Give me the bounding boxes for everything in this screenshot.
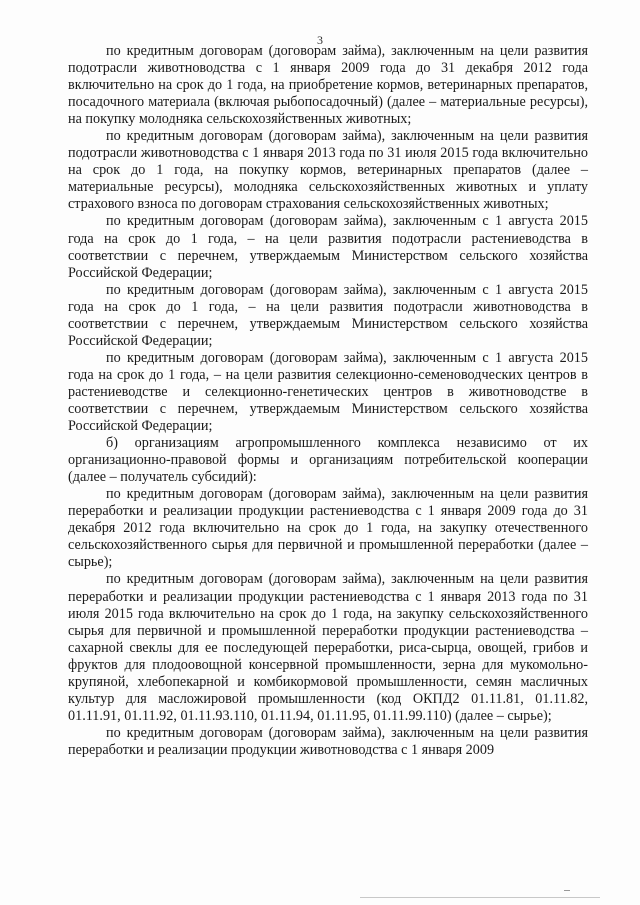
paragraph: б) организациям агропромышленного комплекса независимо от их организационно-правовой формы и организациям потребительской кооперации (далее – получатель субсидий): [68, 435, 588, 486]
paragraph: по кредитным договорам (договорам займа), заключенным на цели развития подотрасли животноводства с 1 января 2009 года до 31 декабря 2012 года включительно на срок до 1 года, на приобретение кормов, ветеринарных препаратов, посадочного материала (включая рыбопосадочный) (далее – материальные ресурсы), на покупку молодняка сельскохозяйственных животных; [68, 43, 588, 128]
paragraph: по кредитным договорам (договорам займа), заключенным на цели развития подотрасли животноводства с 1 января 2013 года по 31 июля 2015 года включительно на срок до 1 года, на покупку кормов, ветеринарных препаратов (далее – материальные ресурсы), молодняка сельскохозяйственных животных и уплату страхового взноса по договорам страхования сельскохозяйственных животных; [68, 128, 588, 213]
paragraph: по кредитным договорам (договорам займа), заключенным на цели развития переработки и реализации продукции растениеводства с 1 января 2013 года по 31 июля 2015 года включительно на срок до 1 года, на закупку сельскохозяйственного сырья для первичной и промышленной переработки продукции растениеводства – сахарной свеклы для ее последующей переработки, риса-сырца, овощей, грибов и фруктов для плодоовощной консервной промышленности, зерна для мукомольно-крупяной, хлебопекарной и комбикормовой промышленности, семян масличных культур для масложировой промышленности (код ОКПД2 01.11.81, 01.11.82, 01.11.91, 01.11.92, 01.11.93.110, 01.11.94, 01.11.95, 01.11.99.110) (далее – сырье); [68, 571, 588, 724]
paragraph: по кредитным договорам (договорам займа), заключенным на цели развития переработки и реализации продукции животноводства с 1 января 2009 [68, 724, 588, 758]
document-body [68, 43, 588, 759]
paragraph: по кредитным договорам (договорам займа), заключенным на цели развития переработки и реализации продукции растениеводства с 1 января 2009 года до 31 декабря 2012 года включительно на срок до 1 года, на закупку отечественного сельскохозяйственного сырья для первичной и промышленной переработки (далее – сырье); [68, 486, 588, 571]
paragraph: по кредитным договорам (договорам займа), заключенным с 1 августа 2015 года на срок до 1 года, – на цели развития селекционно-семеноводческих центров в растениеводстве и селекционно-генетических центров в животноводстве в соответствии с перечнем, утверждаемым Министерством сельского хозяйства Российской Федерации; [68, 349, 588, 435]
scan-edge-line [360, 897, 600, 898]
scan-mark [564, 890, 570, 891]
paragraph: по кредитным договорам (договорам займа), заключенным с 1 августа 2015 года на срок до 1 года, – на цели развития подотрасли животноводства в соответствии с перечнем, утверждаемым Министерством сельского хозяйства Российской Федерации; [68, 281, 588, 349]
page-number: 3 [317, 33, 323, 47]
paragraph: по кредитным договорам (договорам займа), заключенным с 1 августа 2015 года на срок до 1 года, – на цели развития подотрасли растениеводства в соответствии с перечнем, утверждаемым Министерством сельского хозяйства Российской Федерации; [68, 213, 588, 281]
